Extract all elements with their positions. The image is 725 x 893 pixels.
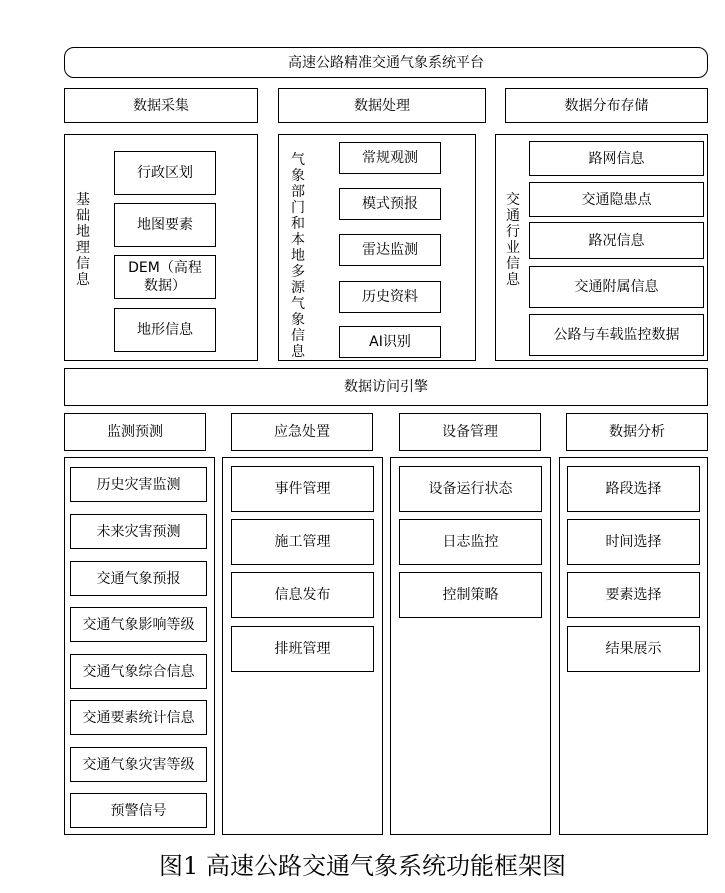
app-header-label: 应急处置 (274, 424, 330, 440)
meteo-item-radar (339, 234, 441, 266)
monitoring-item (70, 700, 207, 735)
meteo-item-model (339, 188, 441, 220)
emergency-item-label: 信息发布 (274, 587, 331, 603)
meteo-label: 气象部门和本地多源气象信息 (291, 152, 305, 360)
traffic-item-road-condition (529, 222, 704, 259)
traffic-label: 交通行业信息 (506, 192, 520, 288)
emergency-item (231, 519, 374, 565)
monitoring-item (70, 747, 207, 782)
analysis-item-label: 时间选择 (605, 534, 662, 550)
basic-geo-item-label: 行政区划 (137, 165, 193, 181)
traffic-item-monitoring (529, 314, 704, 356)
app-header-emergency (231, 413, 373, 451)
meteo-item-label: 历史资料 (362, 289, 418, 305)
basic-geo-item-label: 地图要素 (137, 217, 193, 233)
emergency-item-label: 事件管理 (274, 481, 331, 497)
meteo-item-ai (339, 326, 441, 358)
device-item-label: 控制策略 (442, 587, 499, 603)
monitoring-item (70, 514, 207, 549)
module-data-storage-label: 数据分布存储 (564, 97, 649, 114)
data-access-engine (64, 368, 708, 406)
device-item-label: 设备运行状态 (428, 481, 513, 497)
platform-title: 高速公路精准交通气象系统平台 (288, 54, 484, 71)
device-item (399, 466, 542, 512)
monitoring-item-label: 历史灾害监测 (96, 476, 181, 493)
meteo-item-label: 常规观测 (362, 150, 418, 166)
figure-caption: 图1 高速公路交通气象系统功能框架图 (159, 852, 566, 880)
monitoring-item-label: 交通气象灾害等级 (82, 756, 195, 773)
module-data-collection-label: 数据采集 (133, 97, 189, 114)
platform-title-box (64, 47, 708, 78)
analysis-item-label: 结果展示 (605, 641, 662, 657)
meteo-item-observation (339, 142, 441, 174)
emergency-item-label: 施工管理 (274, 534, 331, 550)
traffic-item-label: 公路与车载监控数据 (553, 327, 680, 343)
basic-geo-item-label: DEM（高程数据） (128, 260, 202, 294)
monitoring-item-label: 交通要素统计信息 (82, 709, 195, 726)
monitoring-item (70, 467, 207, 502)
app-header-device (399, 413, 541, 451)
traffic-item-network (529, 141, 704, 176)
analysis-item-label: 路段选择 (605, 481, 662, 497)
basic-geo-item-dem (114, 255, 216, 299)
monitoring-item-label: 交通气象影响等级 (82, 616, 195, 633)
app-header-monitoring (64, 413, 206, 451)
traffic-item-label: 交通隐患点 (581, 191, 652, 208)
monitoring-item-label: 交通气象综合信息 (82, 663, 195, 680)
basic-geo-item-admin (114, 151, 216, 195)
analysis-item (567, 519, 700, 565)
emergency-item (231, 572, 374, 618)
analysis-item (567, 466, 700, 512)
traffic-item-label: 交通附属信息 (574, 279, 659, 295)
monitoring-item-label: 预警信号 (110, 802, 167, 819)
device-item (399, 519, 542, 565)
meteo-item-label: 雷达监测 (362, 242, 418, 258)
meteo-item-label: 模式预报 (362, 196, 418, 212)
traffic-item-label: 路网信息 (588, 150, 645, 167)
monitoring-item (70, 561, 207, 596)
data-access-engine-label: 数据访问引擎 (344, 379, 428, 395)
analysis-item (567, 626, 700, 672)
basic-geo-item-terrain (114, 308, 216, 352)
monitoring-item (70, 654, 207, 689)
device-item (399, 572, 542, 618)
monitoring-item (70, 793, 207, 828)
app-header-label: 监测预测 (107, 424, 163, 440)
app-header-analysis (566, 413, 708, 451)
meteo-item-history (339, 281, 441, 313)
basic-geo-label: 基础地理信息 (76, 192, 90, 288)
module-data-collection (64, 88, 258, 123)
traffic-item-label: 路况信息 (588, 232, 645, 249)
monitoring-item-label: 未来灾害预测 (96, 523, 181, 540)
monitoring-item-label: 交通气象预报 (96, 570, 181, 587)
basic-geo-item-map (114, 203, 216, 247)
device-column-frame (390, 457, 551, 835)
monitoring-item (70, 607, 207, 642)
emergency-item (231, 626, 374, 672)
traffic-item-auxiliary (529, 266, 704, 308)
analysis-item-label: 要素选择 (605, 587, 662, 603)
emergency-item-label: 排班管理 (274, 641, 331, 657)
module-data-storage (505, 88, 708, 123)
device-item-label: 日志监控 (442, 534, 499, 550)
app-header-label: 数据分析 (609, 424, 665, 440)
analysis-item (567, 572, 700, 618)
module-data-processing (278, 88, 486, 123)
basic-geo-item-label: 地形信息 (137, 322, 193, 338)
app-header-label: 设备管理 (442, 424, 498, 440)
traffic-item-hazard (529, 182, 704, 217)
emergency-item (231, 466, 374, 512)
module-data-processing-label: 数据处理 (354, 97, 410, 114)
meteo-item-label: AI识别 (369, 334, 411, 350)
